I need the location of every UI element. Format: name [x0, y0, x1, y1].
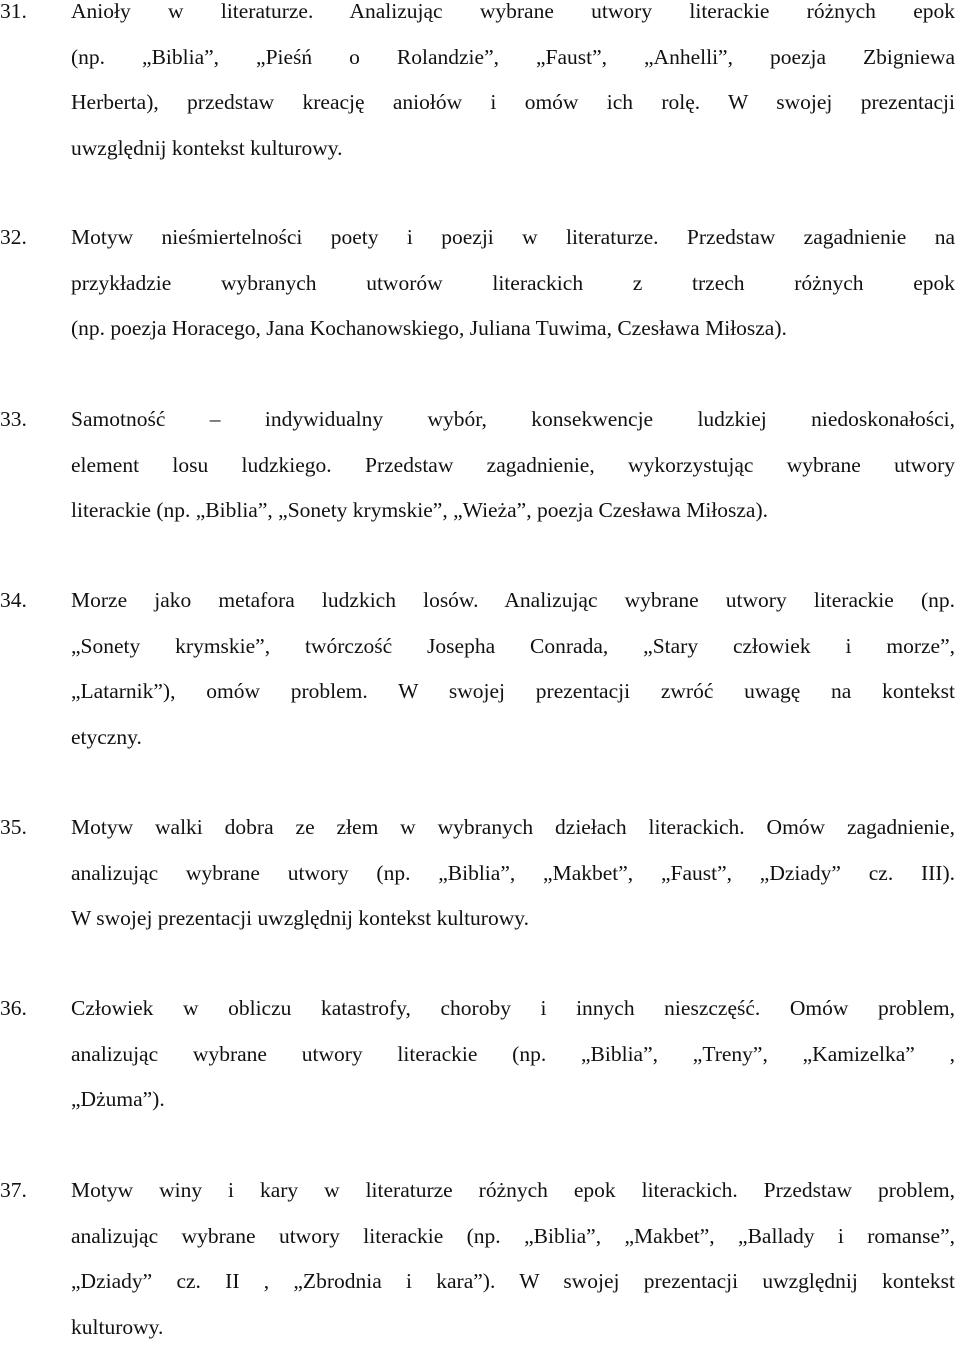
- text-line: Motyw nieśmiertelności poety i poezji w literaturze. Przedstaw zagadnienie na: [71, 215, 955, 261]
- text-line: Motyw winy i kary w literaturze różnych epok literackich. Przedstaw problem,: [71, 1168, 955, 1214]
- topic-number: 32.: [0, 215, 60, 261]
- topic-number: 33.: [0, 397, 60, 443]
- text-line: (np. poezja Horacego, Jana Kochanowskiego, Juliana Tuwima, Czesława Miłosza).: [71, 306, 955, 352]
- text-line: Anioły w literaturze. Analizując wybrane utwory literackie różnych epok: [71, 0, 955, 35]
- text-line: element losu ludzkiego. Przedstaw zagadnienie, wykorzystując wybrane utwory: [71, 443, 955, 489]
- topic-text: [71, 578, 955, 760]
- text-line: (np. „Biblia”, „Pieśń o Rolandzie”, „Faust”, „Anhelli”, poezja Zbigniewa: [71, 35, 955, 81]
- text-line: „Latarnik”), omów problem. W swojej prezentacji zwróć uwagę na kontekst: [71, 669, 955, 715]
- text-line: uwzględnij kontekst kulturowy.: [71, 126, 955, 172]
- topic-text: [71, 0, 955, 171]
- text-line: analizując wybrane utwory literackie (np. „Biblia”, „Treny”, „Kamizelka” ,: [71, 1032, 955, 1078]
- topic-number: 36.: [0, 986, 60, 1032]
- text-line: Morze jako metafora ludzkich losów. Analizując wybrane utwory literackie (np.: [71, 578, 955, 624]
- text-line: analizując wybrane utwory literackie (np. „Biblia”, „Makbet”, „Ballady i romanse”,: [71, 1214, 955, 1260]
- topic-text: [71, 215, 955, 352]
- topic-number: 37.: [0, 1168, 60, 1214]
- topic-text: [71, 986, 955, 1123]
- text-line: Motyw walki dobra ze złem w wybranych dziełach literackich. Omów zagadnienie,: [71, 805, 955, 851]
- text-line: Człowiek w obliczu katastrofy, choroby i innych nieszczęść. Omów problem,: [71, 986, 955, 1032]
- text-line: Herberta), przedstaw kreację aniołów i omów ich rolę. W swojej prezentacji: [71, 80, 955, 126]
- text-line: literackie (np. „Biblia”, „Sonety krymskie”, „Wieża”, poezja Czesława Miłosza).: [71, 488, 955, 534]
- text-line: analizując wybrane utwory (np. „Biblia”, „Makbet”, „Faust”, „Dziady” cz. III).: [71, 851, 955, 897]
- topic-text: [71, 397, 955, 534]
- topic-text: [71, 1168, 955, 1350]
- text-line: „Dżuma”).: [71, 1077, 955, 1123]
- topic-number: 31.: [0, 0, 60, 35]
- topic-number: 35.: [0, 805, 60, 851]
- text-line: „Dziady” cz. II , „Zbrodnia i kara”). W swojej prezentacji uwzględnij kontekst: [71, 1259, 955, 1305]
- text-line: etyczny.: [71, 715, 955, 761]
- text-line: kulturowy.: [71, 1305, 955, 1350]
- text-line: „Sonety krymskie”, twórczość Josepha Conrada, „Stary człowiek i morze”,: [71, 624, 955, 670]
- text-line: przykładzie wybranych utworów literackich z trzech różnych epok: [71, 261, 955, 307]
- text-line: W swojej prezentacji uwzględnij kontekst kulturowy.: [71, 896, 955, 942]
- text-line: Samotność – indywidualny wybór, konsekwencje ludzkiej niedoskonałości,: [71, 397, 955, 443]
- topic-number: 34.: [0, 578, 60, 624]
- topic-text: [71, 805, 955, 942]
